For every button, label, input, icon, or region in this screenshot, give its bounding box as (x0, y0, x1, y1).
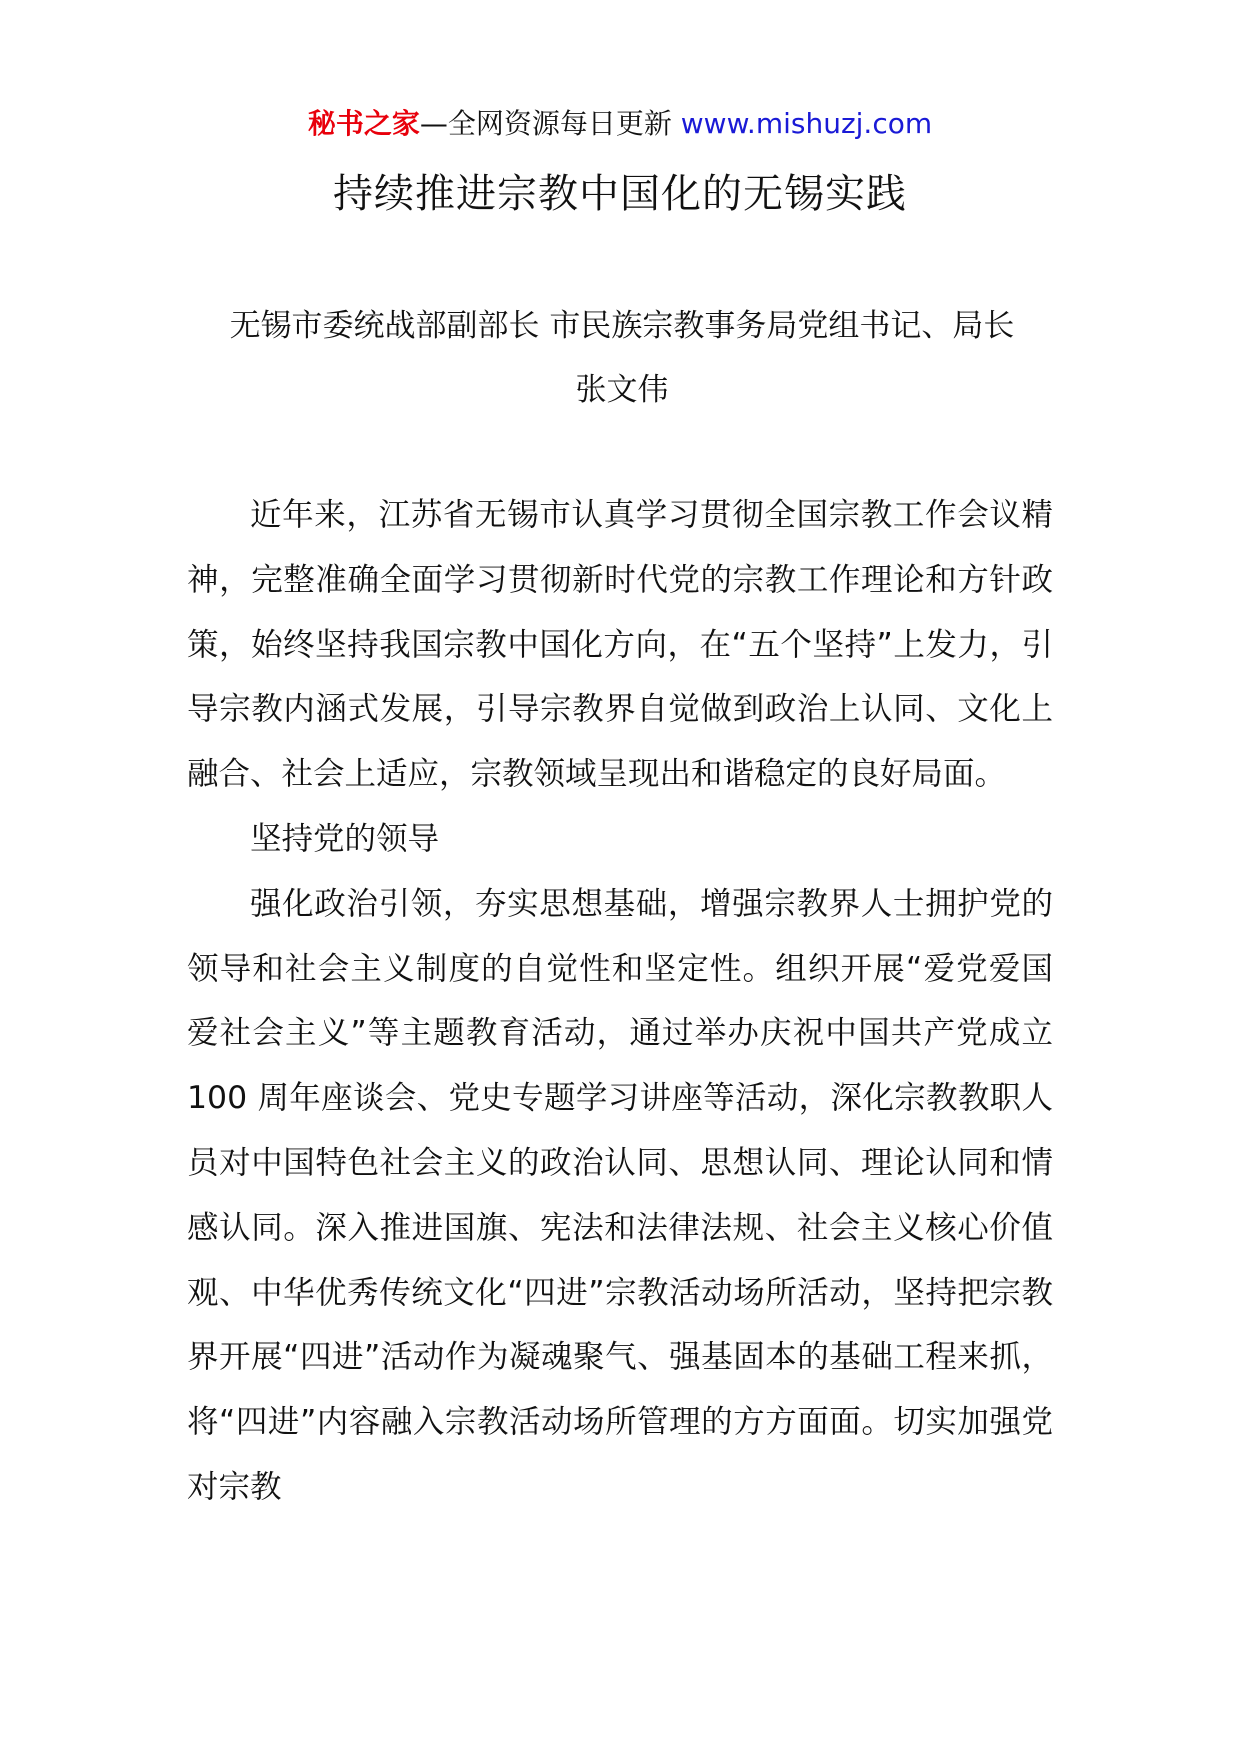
section-heading: 坚持党的领导 (250, 820, 440, 857)
intro-paragraph: 近年来，江苏省无锡市认真学习贯彻全国宗教工作会议精神，完整准确全面学习贯彻新时代党的宗教工作理论和方针政策，始终坚持我国宗教中国化方向，在“五个坚持”上发力，引导宗教内涵式发展，引导宗教界自觉做到政治上认同、文化上融合、社会上适应，宗教领域呈现出和谐稳定的良好局面。 (187, 497, 1053, 793)
header-banner (0, 104, 1240, 144)
document-title: 持续推进宗教中国化的无锡实践 (333, 171, 907, 217)
author-block (187, 294, 1057, 422)
document-body (187, 483, 1053, 1520)
site-url-link[interactable]: www.mishuzj.com (680, 107, 933, 140)
author-position: 无锡市委统战部副部长 市民族宗教事务局党组书记、局长 (229, 308, 1015, 344)
site-tagline: —全网资源每日更新 (419, 107, 681, 140)
site-brand: 秘书之家 (307, 107, 420, 140)
body-paragraph: 强化政治引领，夯实思想基础，增强宗教界人士拥护党的领导和社会主义制度的自觉性和坚定性。组织开展“爱党爱国爱社会主义”等主题教育活动，通过举办庆祝中国共产党成立 100 周年座谈会、党史专题学习讲座等活动，深化宗教教职人员对中国特色社会主义的政治认同、思想认同、理论认同和情感认同。深入推进国旗、宪法和法律法规、社会主义核心价值观、中华优秀传统文化“四进”宗教活动场所活动，坚持把宗教界开展“四进”活动作为凝魂聚气、强基固本的基础工程来抓，将“四进”内容融入宗教活动场所管理的方方面面。切实加强党对宗教 (187, 885, 1053, 1505)
author-name: 张文伟 (575, 372, 669, 408)
